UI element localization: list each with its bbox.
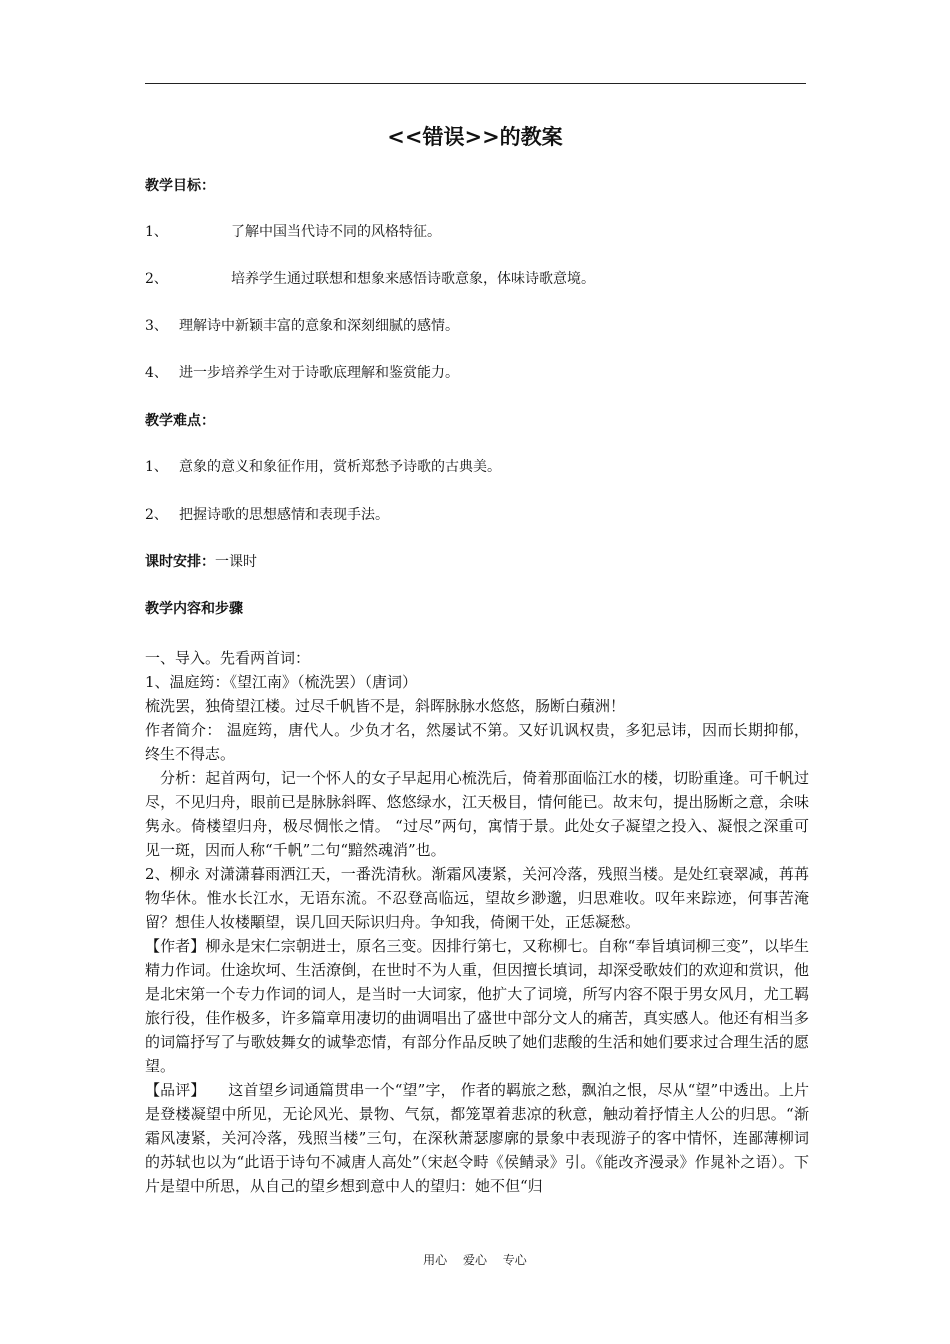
body-paragraph: 【作者】柳永是宋仁宗朝进士，原名三变。因排行第七，又称柳七。自称“奉旨填词柳三变”，以毕生精力作词。仕途坎坷、生活潦倒，在世时不为人重，但因擅长填词，却深受歌妓们的欢迎和赏识，他是北宋第一个专力作词的词人，是当时一大词家，他扩大了词境，所写内容不限于男女风月，尤工羁旅行役，佳作极多，许多篇章用凄切的曲调唱出了盛世中部分文人的痛苦，真实感人。他还有相当多的词篇抒写了与歌妓舞女的诚挚恋情，有部分作品反映了她们悲酸的生活和她们要求过合理生活的愿望。 <box>145 937 809 1075</box>
goal-text: 理解诗中新颖丰富的意象和深刻细腻的感情。 <box>179 318 459 334</box>
difficulty-text: 把握诗歌的思想感情和表现手法。 <box>179 507 389 523</box>
goal-item-4 <box>145 363 459 383</box>
body-paragraph: 2、柳永 对潇潇暮雨洒江天，一番洗清秋。渐霜风凄紧，关河冷落，残照当楼。是处红衰翠减，苒苒物华休。惟水长江水，无语东流。不忍登高临远，望故乡渺邈，归思难收。叹年来踪迹，何事苦淹留？想佳人妆楼顒望，误几回天际识归舟。争知我，倚阑干处，正恁凝愁。 <box>145 865 809 931</box>
page-footer: 用心 爱心 专心 <box>423 1253 527 1267</box>
goal-text: 了解中国当代诗不同的风格特征。 <box>231 224 441 240</box>
goal-item-2 <box>145 269 595 289</box>
difficulties-heading: 教学难点： <box>145 413 215 429</box>
difficulty-num: 1、 <box>145 459 168 475</box>
difficulty-text: 意象的意义和象征作用，赏析郑愁予诗歌的古典美。 <box>179 459 501 475</box>
body-paragraph: 【品评】 这首望乡词通篇贯串一个“望”字， 作者的羁旅之愁，飘泊之恨，尽从“望”中透出。上片是登楼凝望中所见，无论风光、景物、气氛，都笼罩着悲凉的秋意，触动着抒情主人公的归思。“渐霜风凄紧，关河冷落，残照当楼”三句，在深秋萧瑟廖廓的景象中表现游子的客中情怀，连鄙薄柳词的苏轼也以为“此语于诗句不减唐人高处”（宋赵令畤《侯鲭录》引。《能改齐漫录》作晁补之语）。下片是望中所思，从自己的望乡想到意中人的望归：她不但“归 <box>145 1081 809 1195</box>
goal-item-1 <box>145 222 441 242</box>
schedule-value: 一课时 <box>215 554 257 570</box>
body-paragraph: 分析：起首两句，记一个怀人的女子早起用心梳洗后，倚着那面临江水的楼，切盼重逢。可千帆过尽，不见归舟，眼前已是脉脉斜晖、悠悠绿水，江天极目，情何能已。故末句，提出肠断之意，余味隽永。倚楼望归舟，极尽惆怅之情。 “过尽”两句，寓情于景。此处女子凝望之投入、凝恨之深重可见一斑，因而人称“千帆”二句“黯然魂消”也。 <box>145 769 809 859</box>
body-paragraph: 1、温庭筠：《望江南》（梳洗罢）（唐词） <box>145 673 418 691</box>
goal-num: 2、 <box>145 271 168 287</box>
lesson-body <box>145 646 809 1198</box>
goal-num: 4、 <box>145 365 168 381</box>
header-rule <box>145 83 806 84</box>
goal-text: 进一步培养学生对于诗歌底理解和鉴赏能力。 <box>179 365 459 381</box>
difficulty-item-2 <box>145 505 389 525</box>
goal-num: 3、 <box>145 318 168 334</box>
body-paragraph: 作者简介： 温庭筠，唐代人。少负才名，然屡试不第。又好讥讽权贵，多犯忌讳，因而长期抑郁，终生不得志。 <box>145 721 809 763</box>
schedule-label: 课时安排： <box>145 554 215 570</box>
difficulty-item-1 <box>145 457 501 477</box>
goals-heading: 教学目标： <box>145 178 215 194</box>
goal-text: 培养学生通过联想和想象来感悟诗歌意象，体味诗歌意境。 <box>231 271 595 287</box>
schedule-line <box>145 552 257 572</box>
goal-item-3 <box>145 316 459 336</box>
content-heading: 教学内容和步骤 <box>145 601 243 617</box>
difficulty-num: 2、 <box>145 507 168 523</box>
goal-num: 1、 <box>145 224 168 240</box>
page-title: <<错误>>的教案 <box>387 124 563 149</box>
body-paragraph: 梳洗罢，独倚望江楼。过尽千帆皆不是，斜晖脉脉水悠悠，肠断白蘋洲！ <box>145 697 626 715</box>
body-paragraph: 一、导入。先看两首词： <box>145 649 311 667</box>
